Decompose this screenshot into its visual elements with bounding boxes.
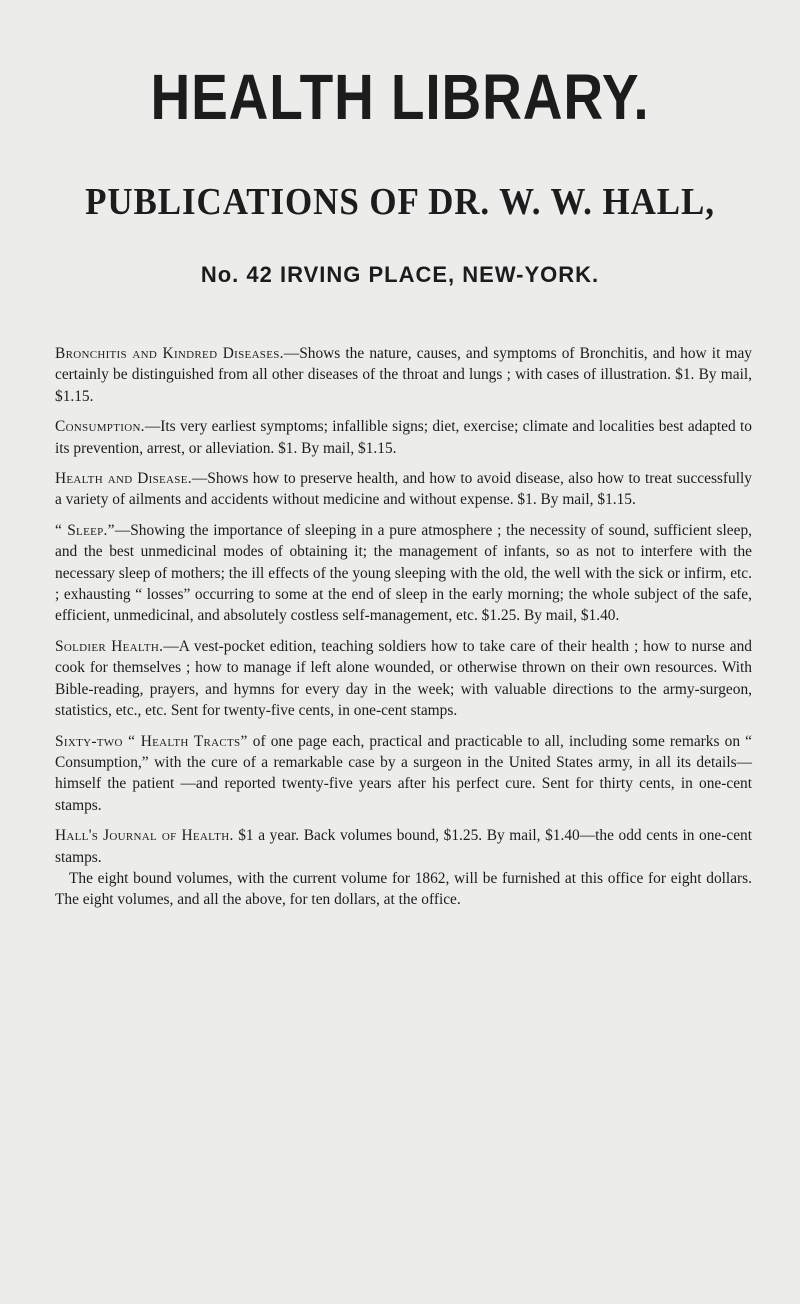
publication-entry-health-tracts: [55, 731, 752, 817]
entry-title: Soldier Health.: [55, 637, 164, 655]
publication-entry-halls-journal: [55, 825, 752, 911]
entry-description: of one page each, practical and practicable to all, including some remarks on “ Consumption,” with the cure of a remarkable case by a surgeon in the United States army, in all its details—himself the patient —and reported twenty-five years after his perfect cure. Sent for thirty cents, in one-cent stamps.: [55, 732, 752, 814]
entry-description: —Showing the importance of sleeping in a pure atmosphere ; the necessity of sound, sufficient sleep, and the best unmedicinal modes of obtaining it; the management of infants, so as not to interfere with the necessary sleep of mothers; the ill effects of the young sleeping with the old, the well with the sick or infirm, etc. ; exhausting “ losses” occurring to some at the end of sleep in the early morning; the whole subject of the safe, efficient, unmedicinal, and absolutely costless self-management, etc. $1.25. By mail, $1.40.: [55, 521, 752, 625]
publication-entry-soldier-health: [55, 636, 752, 722]
entry-description: —Shows how to preserve health, and how to avoid disease, also how to treat successfully a variety of ailments and accidents without medicine and without expense. $1. By mail, $1.15.: [55, 470, 752, 509]
publication-entry-bronchitis: [55, 343, 752, 407]
entry-title: Consumption.: [55, 418, 145, 436]
entry-title: Bronchitis and Kindred Diseases.: [55, 345, 284, 362]
entry-title: “ Sleep.”: [55, 521, 115, 539]
entry-description: $1 a year. Back volumes bound, $1.25. By mail, $1.40—the odd cents in one-cent stamps.: [55, 827, 753, 866]
publisher-address: No. 42 IRVING PLACE, NEW-YORK.: [200, 262, 600, 287]
entry-description: —A vest-pocket edition, teaching soldiers how to take care of their health ; how to nurse and cook for themselves ; how to manage if left alone wounded, or otherwise thrown on their own resources. With Bible-reading, prayers, and hymns for every day in the week; with valuable directions to the army-surgeon, statistics, etc., etc. Sent for twenty-five cents, in one-cent stamps.: [55, 637, 752, 720]
publication-entry-consumption: [55, 416, 752, 459]
entry-title: Health and Disease.: [55, 470, 192, 488]
page-title: HEALTH LIBRARY.: [150, 61, 650, 133]
publication-entry-sleep: [55, 520, 752, 627]
entry-description: —Shows the nature, causes, and symptoms of Bronchitis, and how it may certainly be distinguished from all other diseases of the throat and lungs ; with cases of illustration. $1. By mail, $1.15.: [55, 345, 752, 405]
entry-description: —Its very earliest symptoms; infallible signs; diet, exercise; climate and localities best adapted to its prevention, arrest, or alleviation. $1. By mail, $1.15.: [55, 418, 752, 457]
entry-title: Hall's Journal of Health.: [55, 827, 234, 845]
entry-continuation: The eight bound volumes, with the current volume for 1862, will be furnished at this office for eight dollars. The eight volumes, and all the above, for ten dollars, at the office.: [55, 869, 752, 909]
page-subtitle: PUBLICATIONS OF DR. W. W. HALL,: [85, 181, 715, 223]
entry-title: Sixty-two “ Health Tracts”: [55, 732, 248, 750]
publication-entry-health-and-disease: [55, 468, 752, 511]
publication-list: [55, 343, 752, 920]
